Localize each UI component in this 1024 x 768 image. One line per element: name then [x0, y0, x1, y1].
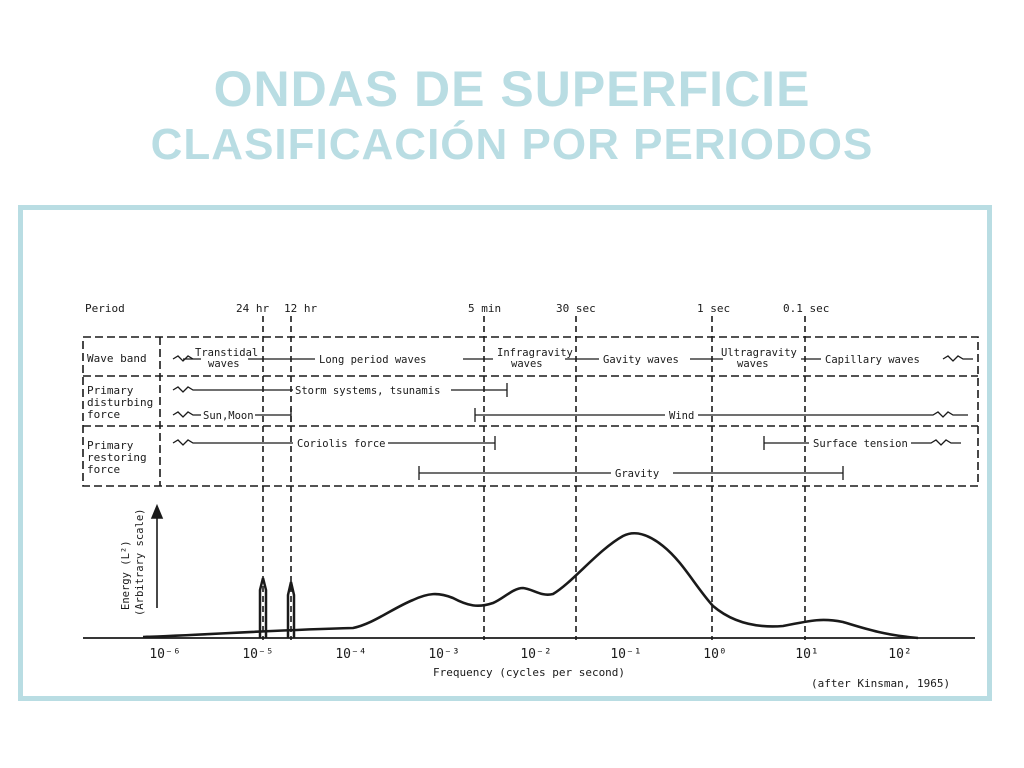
row-label-disturbing-3: force	[87, 408, 121, 421]
wave-period-diagram	[23, 210, 987, 696]
band-transtidal-1: Transtidal	[195, 347, 259, 359]
energy-axis-label: Energy (L²)	[120, 540, 132, 610]
x-tick-label: 10²	[888, 647, 912, 662]
x-tick-label: 10⁻²	[520, 647, 552, 662]
period-30sec: 30 sec	[556, 302, 596, 315]
row-label-wave-band: Wave band	[87, 352, 147, 365]
force-gravity: Gravity	[615, 468, 660, 480]
band-ultragravity-2: waves	[737, 358, 769, 370]
row-label-restoring-1: Primary	[87, 439, 134, 452]
x-tick-label: 10⁻⁵	[242, 647, 274, 662]
x-tick-label: 10⁻¹	[610, 647, 642, 662]
force-storms: Storm systems, tsunamis	[295, 385, 441, 397]
x-tick-label: 10⁻³	[428, 647, 460, 662]
x-tick-label: 10⁰	[703, 647, 727, 662]
row-label-restoring-2: restoring	[87, 451, 147, 464]
force-coriolis: Coriolis force	[297, 438, 386, 450]
force-surface-tension: Surface tension	[813, 438, 908, 450]
page-title: ONDAS DE SUPERFICIE	[213, 61, 811, 117]
row-label-restoring-3: force	[87, 463, 121, 476]
period-5min: 5 min	[468, 302, 502, 315]
band-long-period: Long period waves	[319, 354, 427, 366]
band-infragravity-1: Infragravity	[497, 347, 573, 359]
band-infragravity-2: waves	[511, 358, 543, 370]
band-transtidal-2: waves	[208, 358, 240, 370]
force-sun-moon: Sun,Moon	[203, 410, 254, 422]
force-wind: Wind	[669, 410, 695, 422]
figure-frame	[18, 205, 992, 701]
band-gravity: Gavity waves	[603, 354, 679, 366]
period-label: Period	[85, 302, 125, 315]
period-01sec: 0.1 sec	[783, 302, 830, 315]
page-subtitle: CLASIFICACIÓN POR PERIODOS	[150, 120, 874, 169]
citation: (after Kinsman, 1965)	[811, 677, 951, 690]
x-tick-label: 10⁻⁶	[149, 647, 181, 662]
x-tick-label: 10⁻⁴	[335, 647, 367, 662]
band-capillary: Capillary waves	[825, 354, 920, 366]
energy-axis-sublabel: (Arbitrary scale)	[134, 508, 146, 616]
period-12hr: 12 hr	[284, 302, 318, 315]
row-label-disturbing-2: disturbing	[87, 396, 154, 409]
period-24hr: 24 hr	[236, 302, 270, 315]
period-1sec: 1 sec	[697, 302, 731, 315]
row-label-disturbing-1: Primary	[87, 384, 134, 397]
x-tick-label: 10¹	[795, 647, 819, 662]
band-ultragravity-1: Ultragravity	[721, 347, 797, 359]
frequency-axis-label: Frequency (cycles per second)	[433, 666, 626, 679]
